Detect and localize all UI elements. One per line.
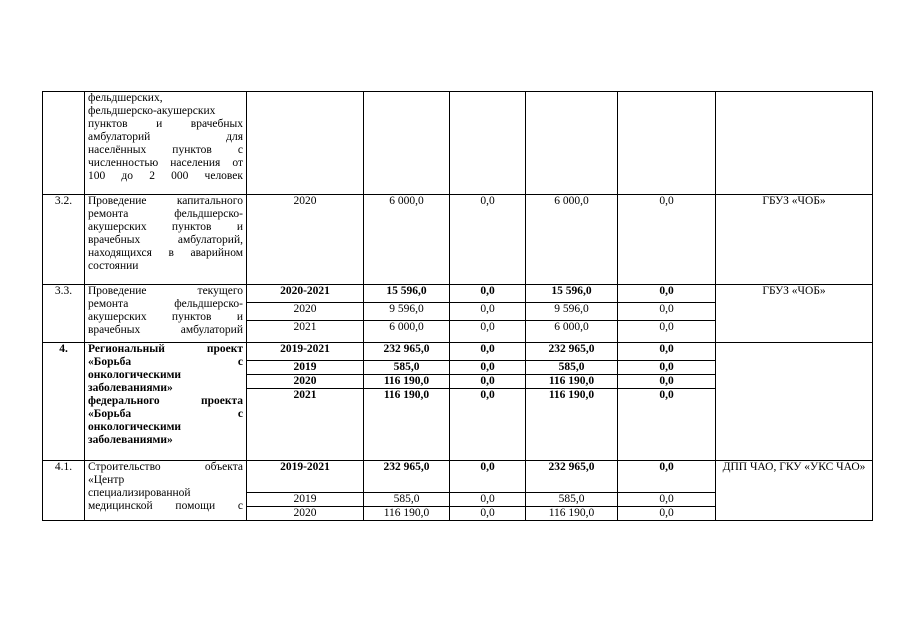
cell-total: 585,0: [364, 361, 450, 375]
cell-year: 2020: [247, 507, 364, 521]
cell-fed: 0,0: [450, 303, 526, 321]
event-name-line: Проведение капитального: [88, 195, 243, 207]
cell-year: 2019: [247, 493, 364, 507]
event-name-line: «Борьба с: [88, 356, 243, 368]
event-name-line: 100 до 2 000 человек: [88, 170, 243, 182]
cell-fed: [450, 92, 526, 195]
cell-reg: 116 190,0: [526, 389, 618, 461]
event-name-line: заболеваниями»: [88, 382, 173, 394]
event-name-line: специализированной: [88, 487, 191, 499]
event-name-line: находящихся в аварийном: [88, 247, 243, 259]
event-name: [85, 92, 247, 195]
cell-other: 0,0: [618, 389, 716, 461]
cell-year: 2019: [247, 361, 364, 375]
event-name-line: федерального проекта: [88, 395, 243, 407]
cell-total: 116 190,0: [364, 375, 450, 389]
event-name-line: заболеваниями»: [88, 434, 173, 446]
executor: [716, 92, 873, 195]
event-name: [85, 343, 247, 461]
event-name-line: Строительство объекта: [88, 461, 243, 473]
event-name-line: медицинской помощи с: [88, 500, 243, 512]
event-name-line: онкологическими: [88, 421, 182, 433]
executor: ГБУЗ «ЧОБ»: [716, 285, 873, 343]
cell-other: 0,0: [618, 361, 716, 375]
event-name-line: Проведение текущего: [88, 285, 243, 297]
event-name-line: численностью населения от: [88, 157, 243, 169]
event-name-line: ремонта фельдшерско-: [88, 298, 243, 310]
cell-fed: 0,0: [450, 285, 526, 303]
event-name-line: фельдшерско-акушерских: [88, 105, 216, 117]
cell-fed: 0,0: [450, 461, 526, 493]
cell-fed: 0,0: [450, 493, 526, 507]
cell-year: [247, 92, 364, 195]
cell-total: 585,0: [364, 493, 450, 507]
cell-total: 15 596,0: [364, 285, 450, 303]
event-name-line: акушерских пунктов и: [88, 311, 243, 323]
cell-year: 2021: [247, 389, 364, 461]
executor: [716, 343, 873, 461]
table-row: [43, 285, 873, 303]
table-row: [43, 343, 873, 361]
cell-fed: 0,0: [450, 375, 526, 389]
cell-reg: 15 596,0: [526, 285, 618, 303]
cell-reg: 232 965,0: [526, 461, 618, 493]
program-table: [42, 91, 873, 521]
cell-other: 0,0: [618, 195, 716, 285]
cell-total: 6 000,0: [364, 321, 450, 343]
cell-total: 232 965,0: [364, 343, 450, 361]
executor: ГБУЗ «ЧОБ»: [716, 195, 873, 285]
event-name-line: состоянии: [88, 260, 139, 272]
cell-total: 116 190,0: [364, 389, 450, 461]
row-number: 4.: [43, 343, 85, 461]
row-number: 4.1.: [43, 461, 85, 521]
event-name-line: «Борьба с: [88, 408, 243, 420]
cell-reg: 116 190,0: [526, 507, 618, 521]
cell-fed: 0,0: [450, 507, 526, 521]
executor: ДПП ЧАО, ГКУ «УКС ЧАО»: [716, 461, 873, 521]
event-name-line: «Центр: [88, 474, 125, 486]
cell-other: [618, 92, 716, 195]
cell-year: 2020: [247, 375, 364, 389]
cell-reg: 232 965,0: [526, 343, 618, 361]
event-name-line: населённых пунктов с: [88, 144, 243, 156]
event-name: [85, 461, 247, 521]
cell-total: 6 000,0: [364, 195, 450, 285]
cell-reg: 116 190,0: [526, 375, 618, 389]
event-name: [85, 195, 247, 285]
event-name: [85, 285, 247, 343]
table-row: [43, 461, 873, 493]
event-name-line: пунктов и врачебных: [88, 118, 243, 130]
event-name-line: амбулаторий для: [88, 131, 243, 143]
table-row: [43, 92, 873, 195]
event-name-line: фельдшерских,: [88, 92, 163, 104]
event-name-line: врачебных амбулаторий: [88, 324, 243, 336]
event-name-line: ремонта фельдшерско-: [88, 208, 243, 220]
cell-year: 2020: [247, 195, 364, 285]
cell-fed: 0,0: [450, 321, 526, 343]
cell-other: 0,0: [618, 321, 716, 343]
cell-reg: 6 000,0: [526, 321, 618, 343]
event-name-line: врачебных амбулаторий,: [88, 234, 243, 246]
cell-total: 9 596,0: [364, 303, 450, 321]
cell-other: 0,0: [618, 285, 716, 303]
cell-reg: 6 000,0: [526, 195, 618, 285]
cell-fed: 0,0: [450, 389, 526, 461]
cell-fed: 0,0: [450, 343, 526, 361]
cell-other: 0,0: [618, 343, 716, 361]
row-number: [43, 92, 85, 195]
cell-other: 0,0: [618, 507, 716, 521]
row-number: 3.3.: [43, 285, 85, 343]
event-name-line: онкологическими: [88, 369, 182, 381]
cell-reg: 9 596,0: [526, 303, 618, 321]
cell-reg: 585,0: [526, 361, 618, 375]
cell-year: 2020-2021: [247, 285, 364, 303]
event-name-line: акушерских пунктов и: [88, 221, 243, 233]
cell-total: 116 190,0: [364, 507, 450, 521]
table-row: [43, 195, 873, 285]
event-name-line: Региональный проект: [88, 343, 243, 355]
cell-total: [364, 92, 450, 195]
cell-fed: 0,0: [450, 195, 526, 285]
cell-year: 2020: [247, 303, 364, 321]
cell-total: 232 965,0: [364, 461, 450, 493]
cell-year: 2019-2021: [247, 461, 364, 493]
cell-other: 0,0: [618, 303, 716, 321]
cell-other: 0,0: [618, 493, 716, 507]
cell-reg: [526, 92, 618, 195]
cell-year: 2019-2021: [247, 343, 364, 361]
cell-year: 2021: [247, 321, 364, 343]
cell-fed: 0,0: [450, 361, 526, 375]
cell-reg: 585,0: [526, 493, 618, 507]
cell-other: 0,0: [618, 375, 716, 389]
cell-other: 0,0: [618, 461, 716, 493]
row-number: 3.2.: [43, 195, 85, 285]
